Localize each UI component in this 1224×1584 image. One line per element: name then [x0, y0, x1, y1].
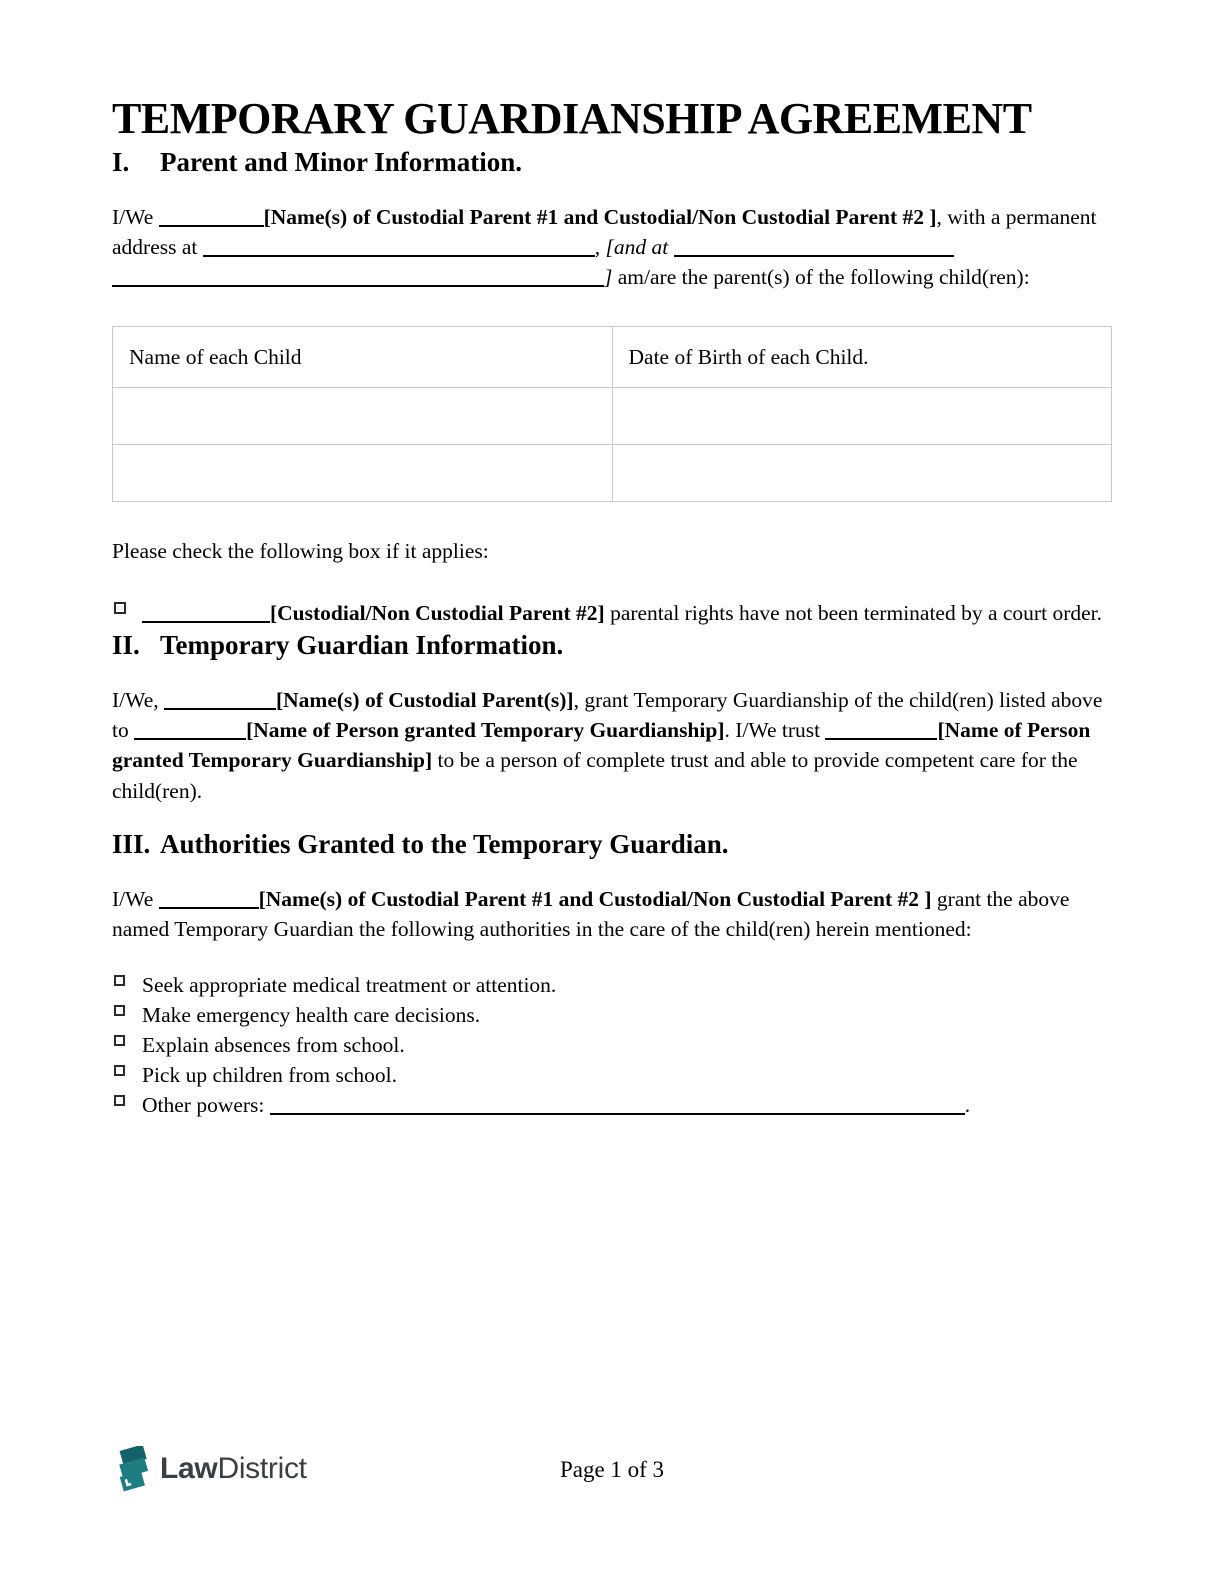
text-segment: [Name(s) of Custodial Parent #1 and Custodial/Non Custodial Parent #2 ]: [263, 204, 937, 229]
authority-item-text: [142, 973, 556, 997]
text-segment: ,: [594, 234, 606, 259]
section-2-number: II.: [112, 630, 140, 661]
authorities-checklist: [112, 970, 1112, 1120]
logo-text-law: Law: [160, 1452, 218, 1485]
blank-line[interactable]: [112, 273, 604, 287]
table-header-child-name: Name of each Child: [113, 326, 613, 387]
authority-list-item: [112, 1060, 1112, 1090]
text-segment: Explain absences from school.: [142, 1033, 405, 1058]
authority-list-item: [112, 1090, 1112, 1120]
text-segment: parental rights have not been terminated by a court order.: [604, 601, 1102, 626]
text-segment: [Name(s) of Custodial Parent #1 and Custodial/Non Custodial Parent #2 ]: [258, 887, 932, 912]
text-segment: , grant Temporary Guardianship of the child(ren) listed above to: [112, 688, 1103, 743]
section-3-heading-text: Authorities Granted to the Temporary Guardian.: [160, 829, 729, 860]
text-segment: Other powers:: [142, 1093, 270, 1118]
page-number: Page 1 of 3: [559, 1457, 665, 1482]
document-title: TEMPORARY GUARDIANSHIP AGREEMENT: [112, 94, 1032, 143]
logo-text-district: District: [217, 1452, 307, 1485]
section-2-heading-text: Temporary Guardian Information.: [160, 630, 564, 661]
text-segment: .: [964, 1093, 971, 1118]
blank-line[interactable]: [142, 609, 270, 623]
table-cell-child-dob[interactable]: [612, 444, 1112, 501]
checkbox[interactable]: [114, 1095, 125, 1106]
checkbox[interactable]: [114, 1035, 125, 1046]
checkbox[interactable]: [114, 602, 126, 614]
please-check-instruction: Please check the following box if it applies:: [112, 538, 489, 563]
table-header-row: [113, 326, 1112, 387]
authority-item-text: [142, 1033, 405, 1057]
text-segment: I/We: [112, 887, 159, 912]
checkbox[interactable]: [114, 1065, 125, 1076]
text-segment: [and at: [605, 234, 669, 259]
section-1-number: I.: [112, 146, 130, 177]
blank-line[interactable]: [164, 696, 276, 710]
blank-line[interactable]: [203, 243, 595, 257]
checkbox[interactable]: [114, 1005, 125, 1016]
table-cell-child-name[interactable]: [113, 387, 613, 444]
blank-line[interactable]: [159, 213, 264, 227]
parental-rights-checkbox-item: [112, 598, 1112, 628]
blank-line[interactable]: [270, 1101, 965, 1115]
blank-line[interactable]: [825, 726, 937, 740]
text-segment: [Custodial/Non Custodial Parent #2]: [270, 601, 605, 626]
section-1-intro-paragraph: [112, 202, 1112, 292]
text-segment: Pick up children from school.: [142, 1063, 397, 1088]
authority-item-text: [142, 1063, 397, 1087]
authority-list-item: [112, 1000, 1112, 1030]
section-3-number: III.: [112, 829, 151, 860]
table-row: [113, 444, 1112, 501]
blank-line[interactable]: [674, 243, 954, 257]
section-3-heading: [112, 827, 1112, 862]
text-segment: to be a person of complete trust and able to provide competent care for the child(ren).: [112, 748, 1078, 803]
text-segment: [Name of Person granted Temporary Guardianship]: [112, 718, 1091, 773]
authority-list-item: [112, 1030, 1112, 1060]
text-segment: grant the above named Temporary Guardian the following authorities in the care of the child(ren) herein mentioned:: [112, 887, 1070, 942]
text-segment: I/We,: [112, 688, 164, 713]
text-segment: [Name of Person granted Temporary Guardianship]: [246, 718, 725, 743]
authority-list-item: [112, 970, 1112, 1000]
checkbox[interactable]: [114, 975, 125, 986]
blank-line[interactable]: [159, 895, 259, 909]
children-table: [112, 326, 1112, 502]
text-segment: Seek appropriate medical treatment or attention.: [142, 973, 557, 998]
table-cell-child-dob[interactable]: [612, 387, 1112, 444]
text-segment: [Name(s) of Custodial Parent(s)]: [276, 688, 574, 713]
text-segment: ]: [604, 264, 613, 289]
parental-rights-statement: [142, 601, 1102, 625]
table-header-child-dob: Date of Birth of each Child.: [612, 326, 1112, 387]
text-segment: am/are the parent(s) of the following child(ren):: [612, 264, 1030, 289]
text-segment: . I/We trust: [724, 718, 826, 743]
blank-line[interactable]: [134, 726, 246, 740]
text-segment: Make emergency health care decisions.: [142, 1003, 481, 1028]
section-1-heading-text: Parent and Minor Information.: [160, 146, 523, 177]
authority-item-text: [142, 1003, 480, 1027]
page-footer: [112, 1446, 1112, 1498]
text-segment: , with a permanent address at: [112, 204, 1097, 259]
table-cell-child-name[interactable]: [113, 444, 613, 501]
section-1-heading: [112, 145, 1112, 180]
table-row: [113, 387, 1112, 444]
authority-item-text: [142, 1093, 970, 1117]
section-2-paragraph: [112, 685, 1112, 805]
section-3-paragraph: [112, 884, 1112, 944]
text-segment: I/We: [112, 204, 159, 229]
section-2-heading: [112, 628, 1112, 663]
